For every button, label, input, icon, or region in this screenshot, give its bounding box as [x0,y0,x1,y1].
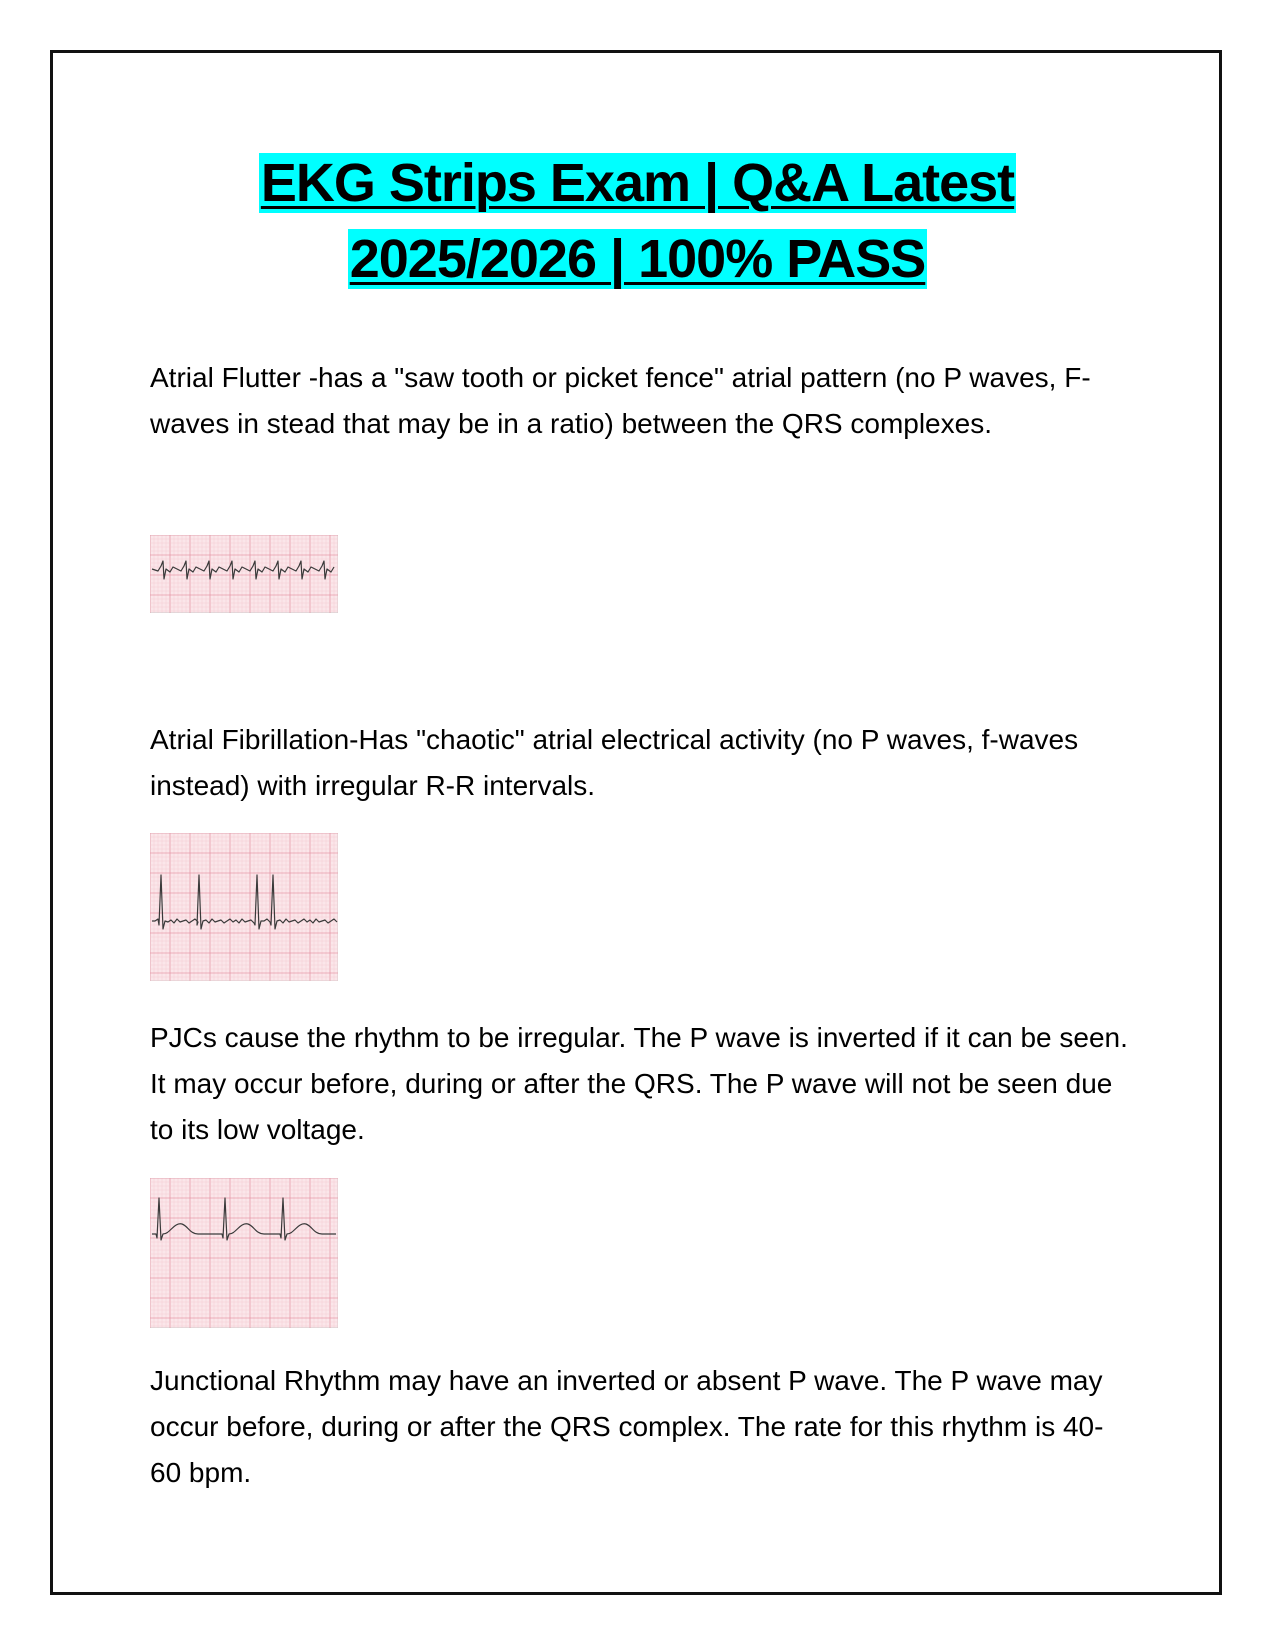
ekg-strip-atrial-flutter-icon [150,535,338,613]
title-line-2: 2025/2026 | 100% PASS [349,229,926,289]
atrial-fibrillation-text: Atrial Fibrillation-Has "chaotic" atrial electrical activity (no P waves, f-waves instead) with irregular R-R intervals. [150,724,1079,801]
ekg-strip-atrial-fibrillation-icon [150,833,338,981]
title-line-1: EKG Strips Exam | Q&A Latest [260,153,1015,213]
atrial-flutter-text: Atrial Flutter -has a "saw tooth or picket fence" atrial pattern (no P waves, F-waves in stead that may be in a ratio) between the QRS complexes. [150,362,1091,439]
pjc-text: PJCs cause the rhythm to be irregular. The P wave is inverted if it can be seen. It may occur before, during or after the QRS. The P wave will not be seen due to its low voltage. [150,1022,1128,1145]
document-title [0,145,1275,297]
ekg-strip-pjc-icon [150,1178,338,1328]
junctional-rhythm-text: Junctional Rhythm may have an inverted or absent P wave. The P wave may occur before, during or after the QRS complex. The rate for this rhythm is 40-60 bpm. [150,1365,1104,1488]
